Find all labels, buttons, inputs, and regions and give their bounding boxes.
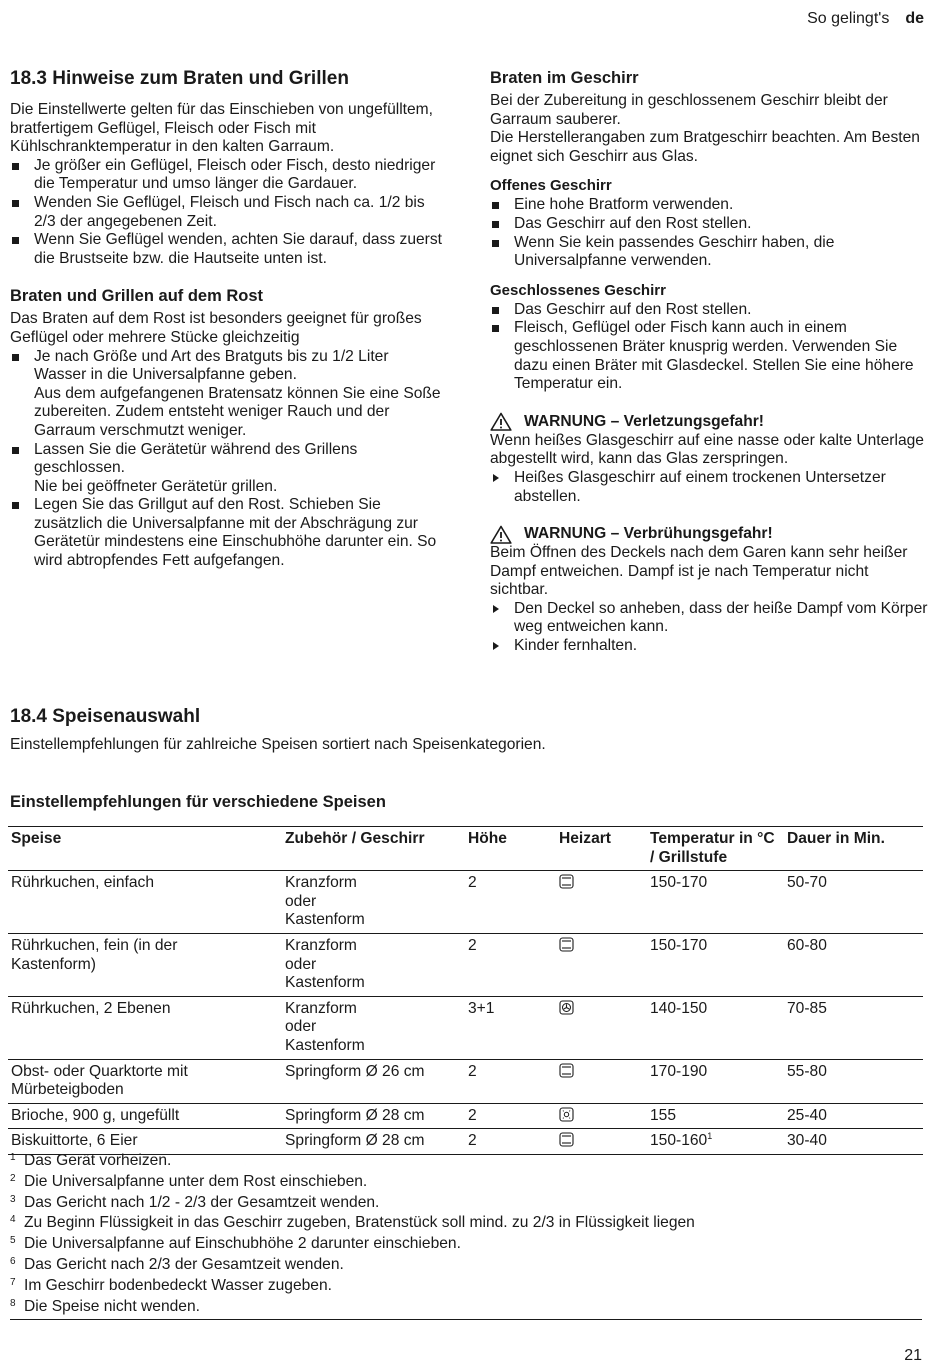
list-item: [10, 441, 445, 497]
list-item-text: Wenn Sie Geflügel wenden, achten Sie darauf, dass zuerst die Brustseite bzw. die Hautseite unten ist.: [34, 231, 442, 267]
col-header-speise: Speise: [11, 830, 62, 847]
cell-speise-text: Rührkuchen, fein (in der Kastenform): [11, 936, 178, 973]
bullet-icon: [492, 325, 499, 332]
cell-speise: [8, 1059, 282, 1103]
cell-temperatur: 170-190: [650, 1062, 708, 1080]
cell-heizart: [556, 996, 647, 1059]
warning-text: Wenn heißes Glasgeschirr auf eine nasse oder kalte Unterlage abgestellt wird, kann das Glas zerspringen.: [490, 431, 924, 468]
footnote: [10, 1149, 922, 1170]
cell-speise: [8, 933, 282, 996]
cell-speise: Rührkuchen, 2 Ebenen: [11, 999, 171, 1017]
geschirr-p1: Bei der Zubereitung in geschlossenem Geschirr bleibt der Garraum sauberer.: [490, 92, 888, 128]
list-item-text: Fleisch, Geflügel oder Fisch kann auch in einem geschlossenen Bräter knusprig werden. Verwenden Sie dazu einen Bräter mit Glasdeckel. Stellen Sie eine höhere Temperatur ein.: [514, 319, 914, 393]
footnote-text: Die Universalpfanne unter dem Rost einschieben.: [24, 1172, 368, 1190]
arrow-icon: [493, 642, 499, 650]
footnote-number: 4: [10, 1214, 16, 1226]
cell-zubehoer-text: Kranzform oder Kastenform: [285, 936, 365, 992]
section-title-18-3: 18.3 Hinweise zum Braten und Grillen: [10, 68, 349, 89]
list-item-text: Eine hohe Bratform verwenden.: [514, 196, 734, 214]
cell-hoehe: 2: [468, 936, 477, 954]
footnote-number: 2: [10, 1172, 16, 1184]
geschlossenes-geschirr-title: Geschlossenes Geschirr: [490, 281, 666, 299]
warning-text: Beim Öffnen des Deckels nach dem Garen kann sehr heißer Dampf entweichen. Dampf ist je nach Temperatur nicht sichtbar.: [490, 544, 908, 599]
cell-hoehe: 3+1: [468, 999, 495, 1017]
footnote: [10, 1191, 922, 1212]
footnote: [10, 1232, 922, 1253]
table-footnotes: [10, 1149, 922, 1320]
warning-injury: [490, 412, 930, 432]
list-item-text: Je größer ein Geflügel, Fleisch oder Fisch, desto niedriger die Temperatur und umso länger die Gardauer.: [34, 156, 436, 193]
rost-list: [10, 348, 445, 571]
header-section: So gelingt's: [807, 10, 890, 27]
bullet-icon: [492, 307, 499, 314]
footnote-number: 7: [10, 1276, 16, 1288]
col-header-temperatur: Temperatur in °C / Grillstufe: [650, 830, 775, 866]
list-item: [490, 196, 930, 215]
footnote-text: Die Universalpfanne auf Einschubhöhe 2 darunter einschieben.: [24, 1235, 461, 1253]
cell-zubehoer: Springform Ø 28 cm: [285, 1106, 425, 1124]
footnote-number: 8: [10, 1297, 16, 1309]
section-18-4: [10, 704, 922, 755]
cell-zubehoer: Springform Ø 28 cm: [285, 1132, 425, 1150]
cell-temperatur: 155: [650, 1106, 677, 1124]
list-item: [10, 348, 445, 441]
top-bottom-heat-icon: [559, 1132, 574, 1147]
offenes-list: [490, 196, 930, 270]
cell-heizart: [556, 933, 647, 996]
subsection-title-rost: Braten und Grillen auf dem Rost: [10, 287, 264, 306]
cell-speise: Rührkuchen, einfach: [11, 874, 155, 892]
footnote-number: 1: [10, 1152, 16, 1163]
cell-dauer: 30-40: [787, 1132, 827, 1150]
footnote-number: 3: [10, 1193, 16, 1205]
col-header-hoehe: Höhe: [468, 830, 507, 847]
gentle-hot-air-icon: [559, 1107, 574, 1122]
warning-scald: [490, 524, 930, 544]
table-title: Einstellempfehlungen für verschiedene Speisen: [10, 793, 386, 811]
section-18-3: [10, 66, 445, 571]
cell-speise: Biskuittorte, 6 Eier: [11, 1132, 138, 1150]
hint-list: [10, 157, 445, 269]
top-bottom-heat-icon: [559, 937, 574, 952]
footnote-number: 6: [10, 1255, 16, 1267]
list-item: [10, 194, 445, 231]
subsection-title-geschirr: Braten im Geschirr: [490, 69, 639, 87]
cell-hoehe: 2: [468, 1106, 477, 1124]
table-row: [8, 933, 923, 996]
warning-steps: [490, 469, 930, 506]
bullet-icon: [492, 202, 499, 209]
list-item-text: Den Deckel so anheben, dass der heiße Dampf vom Körper weg entweichen kann.: [514, 599, 928, 636]
list-item: [10, 496, 445, 570]
bullet-icon: [12, 354, 19, 361]
col-header-heizart: Heizart: [559, 830, 611, 847]
cell-zubehoer: [282, 933, 465, 996]
table-row: [8, 1059, 923, 1103]
top-bottom-heat-icon: [559, 1063, 574, 1078]
warning-title: WARNUNG – Verletzungsgefahr!: [524, 412, 765, 430]
cell-zubehoer: Springform Ø 26 cm: [285, 1062, 425, 1080]
list-item: [490, 600, 930, 637]
bullet-icon: [12, 163, 19, 170]
cell-temperatur: 150-170: [650, 874, 708, 892]
bullet-icon: [12, 200, 19, 207]
cell-temperatur: 150-170: [650, 936, 708, 954]
page-header: [807, 10, 924, 28]
cell-dauer: 25-40: [787, 1106, 827, 1124]
list-item: [490, 301, 930, 320]
table-header-row: [8, 827, 923, 871]
footnote-ref: 1: [707, 1131, 713, 1142]
cell-hoehe: 2: [468, 874, 477, 892]
cell-dauer: 60-80: [787, 936, 827, 954]
list-item-text: Das Geschirr auf den Rost stellen.: [514, 214, 752, 232]
list-item: [490, 215, 930, 234]
footnote-text: Zu Beginn Flüssigkeit in das Geschirr zugeben, Bratenstück soll mind. zu 2/3 in Flüssigkeit liegen: [24, 1214, 695, 1232]
list-item-text: Wenn Sie kein passendes Geschirr haben, die Universalpfanne verwenden.: [514, 233, 835, 270]
footnote-text: Im Geschirr bodenbedeckt Wasser zugeben.: [24, 1276, 332, 1294]
cell-hoehe: 2: [468, 1132, 477, 1150]
cell-zubehoer-text: Kranzform oder Kastenform: [285, 999, 365, 1054]
footnote: [10, 1274, 922, 1295]
bullet-icon: [12, 502, 19, 509]
list-item-text: Legen Sie das Grillgut auf den Rost. Schieben Sie zusätzlich die Universalpfanne mit der Abschrägung zur Gerätetür mindestens eine Einschubhöhe darunter ein. So wird abtropfendes Fett aufgefangen.: [34, 496, 437, 570]
warning-title: WARNUNG – Verbrühungsgefahr!: [524, 525, 773, 543]
bullet-icon: [492, 221, 499, 228]
list-item-text: Heißes Glasgeschirr auf einem trockenen Untersetzer abstellen.: [514, 468, 886, 505]
cell-heizart: [556, 1059, 647, 1103]
footnote-text: Das Gericht nach 1/2 - 2/3 der Gesamtzeit wenden.: [24, 1193, 380, 1211]
list-item-text: Das Geschirr auf den Rost stellen.: [514, 300, 752, 318]
footnote-number: 5: [10, 1235, 16, 1247]
cell-zubehoer: [282, 996, 465, 1059]
list-item: [490, 469, 930, 506]
list-item-text: Je nach Größe und Art des Bratguts bis zu 1/2 Liter Wasser in die Universalpfanne geben.: [34, 347, 389, 384]
table-row: [8, 871, 923, 934]
list-item: [490, 234, 930, 271]
bullet-icon: [492, 240, 499, 247]
footnote: [10, 1295, 922, 1316]
section-title-18-4: 18.4 Speisenauswahl: [10, 706, 201, 727]
cell-zubehoer: [282, 871, 465, 934]
footnote: [10, 1170, 922, 1191]
table-row: [8, 1103, 923, 1129]
geschirr-p2: Die Herstellerangaben zum Bratgeschirr beachten. Am Besten eignet sich Geschirr aus Glas.: [490, 129, 920, 165]
hot-air-fan-icon: [559, 1000, 574, 1015]
warning-triangle-icon: [490, 525, 512, 544]
cell-dauer: 55-80: [787, 1062, 827, 1080]
cell-hoehe: 2: [468, 1062, 477, 1080]
footnote-text: Das Gerät vorheizen.: [24, 1152, 172, 1169]
cell-heizart: [556, 1103, 647, 1129]
geschlossen-list: [490, 301, 930, 394]
col-header-zubehoer: Zubehör / Geschirr: [285, 830, 425, 847]
header-language: de: [905, 10, 924, 27]
cell-temperatur: 140-150: [650, 999, 708, 1017]
col-header-dauer: Dauer in Min.: [787, 830, 885, 847]
top-bottom-heat-icon: [559, 874, 574, 889]
cell-heizart: [556, 871, 647, 934]
list-item: [490, 637, 930, 656]
cell-temperatur-text: 150-160: [650, 1132, 708, 1150]
section-intro: Einstellempfehlungen für zahlreiche Speisen sortiert nach Speisenkategorien.: [10, 736, 546, 753]
footnote: [10, 1211, 922, 1232]
table-row: [8, 996, 923, 1059]
settings-table: [8, 826, 923, 1155]
bullet-icon: [12, 237, 19, 244]
list-item-note: Nie bei geöffneter Gerätetür grillen.: [34, 477, 278, 495]
cell-dauer: 70-85: [787, 999, 827, 1017]
arrow-icon: [493, 474, 499, 482]
footnote-text: Das Gericht nach 2/3 der Gesamtzeit wenden.: [24, 1255, 344, 1273]
offenes-geschirr-title: Offenes Geschirr: [490, 177, 612, 195]
cell-speise: Brioche, 900 g, ungefüllt: [11, 1106, 180, 1124]
footnote: [10, 1253, 922, 1274]
list-item-text: Lassen Sie die Gerätetür während des Grillens geschlossen.: [34, 440, 358, 477]
arrow-icon: [493, 605, 499, 613]
cell-speise-text: Obst- oder Quarktorte mit Mürbeteigboden: [11, 1062, 188, 1099]
list-item-text: Kinder fernhalten.: [514, 637, 638, 655]
footnote-text: Die Speise nicht wenden.: [24, 1297, 200, 1315]
cell-dauer: 50-70: [787, 874, 827, 892]
page-number: 21: [904, 1347, 922, 1364]
list-item-text: Wenden Sie Geflügel, Fleisch und Fisch nach ca. 1/2 bis 2/3 der angegebenen Zeit.: [34, 193, 425, 230]
section-geschirr: [490, 66, 930, 656]
list-item: [10, 231, 445, 268]
list-item: [10, 157, 445, 194]
list-item-note: Aus dem aufgefangenen Bratensatz können Sie eine Soße zubereiten. Zudem entsteht weniger Rauch und der Garraum verschmutzt weniger.: [34, 384, 441, 439]
section-intro: Die Einstellwerte gelten für das Einschieben von ungefülltem, bratfertigem Geflügel, Fleisch oder Fisch mit Kühlschranktemperatur in den kalten Garraum.: [10, 101, 434, 156]
list-item: [490, 319, 930, 393]
cell-zubehoer-text: Kranzform oder Kastenform: [285, 874, 365, 929]
warning-steps: [490, 600, 930, 656]
bullet-icon: [12, 447, 19, 454]
warning-triangle-icon: [490, 412, 512, 431]
rost-intro: Das Braten auf dem Rost ist besonders geeignet für großes Geflügel oder mehrere Stücke gleichzeitig: [10, 310, 422, 346]
